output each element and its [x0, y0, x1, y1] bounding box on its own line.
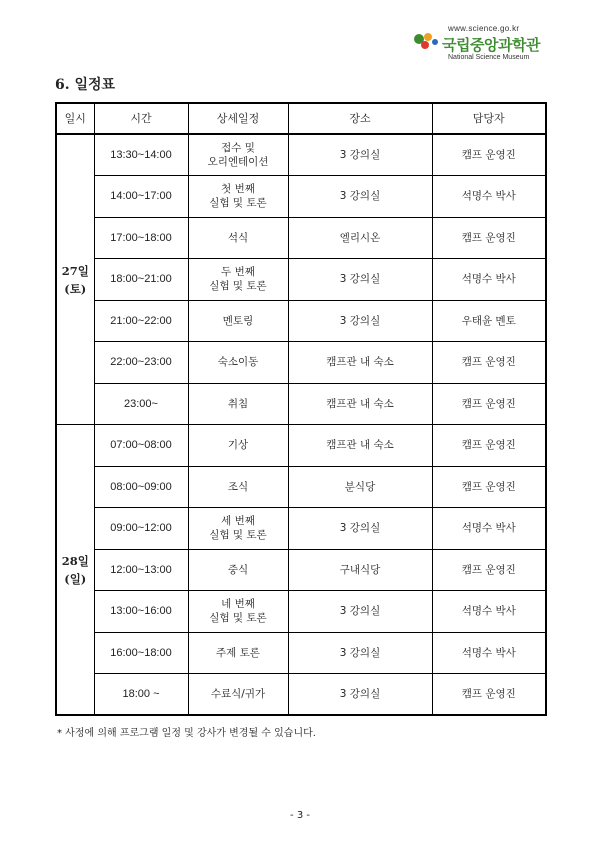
detail-cell: [188, 383, 288, 425]
detail-cell: [188, 591, 288, 633]
detail-cell: [188, 300, 288, 342]
detail-line: 첫 번째: [221, 183, 255, 196]
logo-mark-icon: [412, 30, 442, 52]
person-cell: 캠프 운영진: [432, 383, 546, 425]
detail-line: 조식: [227, 480, 249, 493]
page-number: - 3 -: [290, 810, 310, 821]
table-row: [56, 549, 546, 591]
table-row: [56, 300, 546, 342]
detail-line: 석식: [227, 231, 249, 244]
day-weekday: (토): [64, 281, 87, 296]
time-cell: 22:00~23:00: [94, 342, 188, 384]
place-cell: 엘리시온: [288, 217, 432, 259]
detail-line: 숙소이동: [217, 356, 259, 369]
time-cell: 18:00 ~: [94, 674, 188, 716]
header-datetime: 일시: [56, 103, 94, 134]
time-cell: 13:00~16:00: [94, 591, 188, 633]
person-cell: 캠프 운영진: [432, 466, 546, 508]
detail-line: 세 번째: [221, 515, 255, 528]
detail-cell: [188, 259, 288, 301]
table-row: [56, 466, 546, 508]
table-row: [56, 176, 546, 218]
detail-line: 접수 및: [221, 142, 255, 154]
detail-cell: [188, 217, 288, 259]
day-label: 28일: [61, 553, 89, 568]
place-cell: 캠프관 내 숙소: [288, 425, 432, 467]
place-cell: 캠프관 내 숙소: [288, 383, 432, 425]
person-cell: 캠프 운영진: [432, 674, 546, 716]
footnote: * 사정에 의해 프로그램 일정 및 강사가 변경될 수 있습니다.: [57, 728, 316, 739]
table-row: [56, 425, 546, 467]
table-row: [56, 591, 546, 633]
table-header-row: [56, 103, 546, 134]
day-label: 27일: [61, 263, 89, 278]
detail-line: 멘토링: [222, 314, 254, 327]
logo-url: www.science.go.kr: [448, 24, 520, 33]
time-cell: 12:00~13:00: [94, 549, 188, 591]
detail-line: 기상: [227, 439, 249, 452]
place-cell: 3 강의실: [288, 300, 432, 342]
time-cell: 08:00~09:00: [94, 466, 188, 508]
header-detail: 상세일정: [188, 103, 288, 134]
person-cell: 캠프 운영진: [432, 134, 546, 176]
logo-name-korean: 국립중앙과학관: [442, 36, 540, 54]
detail-line: 주제 토론: [216, 646, 260, 659]
table-row: [56, 217, 546, 259]
place-cell: 3 강의실: [288, 176, 432, 218]
detail-line: 중식: [227, 563, 249, 576]
table-row: [56, 632, 546, 674]
time-cell: 18:00~21:00: [94, 259, 188, 301]
person-cell: 석명수 박사: [432, 176, 546, 218]
person-cell: 우태윤 멘토: [432, 300, 546, 342]
detail-line: 두 번째: [221, 266, 255, 279]
header-time: 시간: [94, 103, 188, 134]
person-cell: 캠프 운영진: [432, 549, 546, 591]
table-row: [56, 508, 546, 550]
detail-line: 실험 및 토론: [209, 612, 267, 625]
person-cell: 석명수 박사: [432, 259, 546, 301]
person-cell: 석명수 박사: [432, 591, 546, 633]
person-cell: 석명수 박사: [432, 508, 546, 550]
day-weekday: (일): [64, 571, 87, 586]
place-cell: 3 강의실: [288, 259, 432, 301]
table-row: [56, 259, 546, 301]
header-place: 장소: [288, 103, 432, 134]
time-cell: 16:00~18:00: [94, 632, 188, 674]
person-cell: 캠프 운영진: [432, 217, 546, 259]
time-cell: 07:00~08:00: [94, 425, 188, 467]
museum-logo: [412, 24, 547, 64]
detail-cell: [188, 342, 288, 384]
detail-cell: [188, 425, 288, 467]
place-cell: 3 강의실: [288, 674, 432, 716]
day-cell: [56, 425, 94, 716]
person-cell: 캠프 운영진: [432, 342, 546, 384]
time-cell: 13:30~14:00: [94, 134, 188, 176]
time-cell: 21:00~22:00: [94, 300, 188, 342]
detail-cell: [188, 632, 288, 674]
detail-line: 오리엔테이션: [207, 156, 269, 168]
place-cell: 분식당: [288, 466, 432, 508]
detail-line: 네 번째: [221, 598, 255, 611]
detail-cell: [188, 134, 288, 176]
schedule-table: [55, 102, 547, 716]
place-cell: 구내식당: [288, 549, 432, 591]
table-row: [56, 383, 546, 425]
place-cell: 3 강의실: [288, 508, 432, 550]
place-cell: 3 강의실: [288, 591, 432, 633]
header-person: 담당자: [432, 103, 546, 134]
detail-cell: [188, 466, 288, 508]
time-cell: 14:00~17:00: [94, 176, 188, 218]
detail-cell: [188, 176, 288, 218]
table-row: [56, 342, 546, 384]
table-row: [56, 674, 546, 716]
day-cell: [56, 134, 94, 425]
place-cell: 3 강의실: [288, 632, 432, 674]
detail-line: 수료식/귀가: [210, 688, 266, 700]
section-title: 6. 일정표: [55, 77, 116, 93]
detail-line: 실험 및 토론: [209, 197, 267, 210]
person-cell: 캠프 운영진: [432, 425, 546, 467]
person-cell: 석명수 박사: [432, 632, 546, 674]
place-cell: 캠프관 내 숙소: [288, 342, 432, 384]
detail-cell: [188, 508, 288, 550]
detail-line: 취침: [227, 397, 249, 410]
logo-name-english: National Science Museum: [448, 54, 530, 61]
detail-cell: [188, 674, 288, 716]
detail-cell: [188, 549, 288, 591]
place-cell: 3 강의실: [288, 134, 432, 176]
time-cell: 17:00~18:00: [94, 217, 188, 259]
time-cell: 09:00~12:00: [94, 508, 188, 550]
table-row: [56, 134, 546, 176]
detail-line: 실험 및 토론: [209, 529, 267, 542]
time-cell: 23:00~: [94, 383, 188, 425]
detail-line: 실험 및 토론: [209, 280, 267, 293]
